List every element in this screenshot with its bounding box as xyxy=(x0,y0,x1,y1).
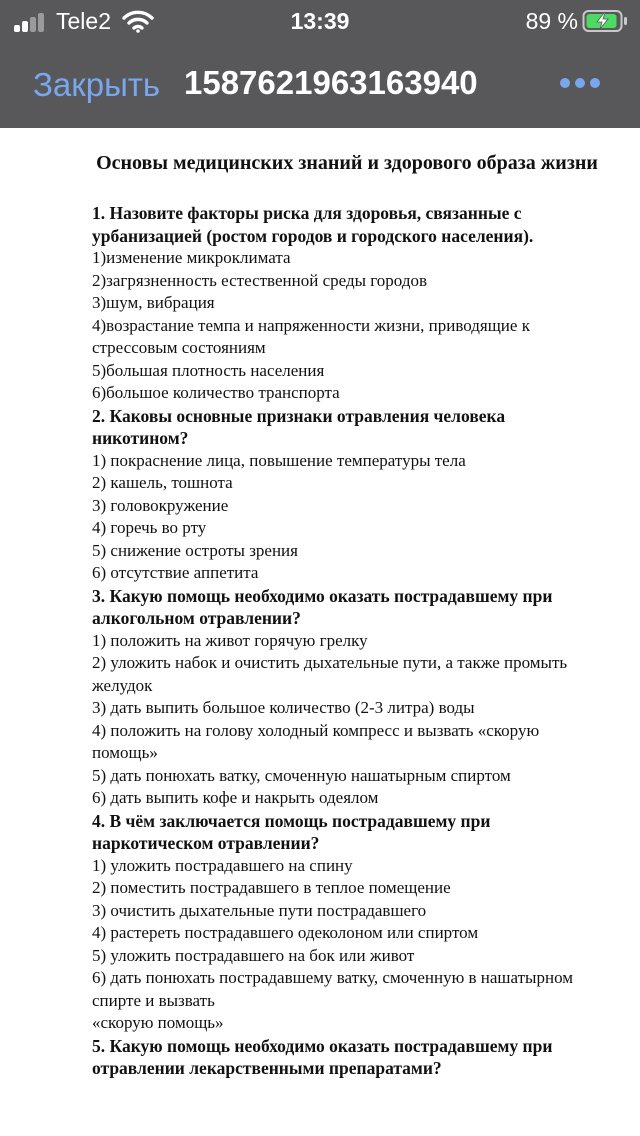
navigation-bar xyxy=(0,62,640,108)
answer-option: 3) дать выпить большое количество (2-3 литра) воды xyxy=(92,698,475,717)
answer-option: 5) дать понюхать ватку, смоченную нашатырным спиртом xyxy=(92,765,511,785)
more-horizontal-icon[interactable] xyxy=(560,78,600,90)
answer-option: 3) головокружение xyxy=(92,495,229,515)
status-bar xyxy=(0,0,640,44)
carrier-name: Tele2 xyxy=(56,8,111,34)
question-heading: 2. Каковы основные признаки отравления человека никотином? xyxy=(92,405,506,448)
answer-option: 4) положить на голову холодный компресс и вызвать «скорую помощь» xyxy=(92,720,540,762)
answer-option: 2) уложить набок и очистить дыхательные пути, а также промыть желудок xyxy=(92,653,568,695)
answer-option: 6) отсутствие аппетита xyxy=(92,563,259,582)
answer-option: 2) поместить пострадавшего в теплое помещение xyxy=(92,878,451,897)
question-heading: 3. Какую помощь необходимо оказать пострадавшему при алкогольном отравлении? xyxy=(92,585,553,628)
battery-charging-icon xyxy=(582,9,628,33)
battery-percent: 89 % xyxy=(525,8,578,34)
clock: 13:39 xyxy=(290,8,350,34)
answer-option: 5)большая плотность населения xyxy=(92,360,325,380)
answer-option: 1) уложить пострадавшего на спину xyxy=(92,855,353,875)
answer-option: 6)большое количество транспорта xyxy=(92,383,340,402)
answer-option: 2) кашель, тошнота xyxy=(92,473,233,492)
answer-option: «скорую помощь» xyxy=(92,1013,224,1032)
top-bar xyxy=(0,0,640,128)
question-block xyxy=(92,810,598,1035)
answer-option: 5) снижение остроты зрения xyxy=(92,540,298,560)
close-button[interactable]: Закрыть xyxy=(33,66,161,103)
answer-option: 5) уложить пострадавшего на бок или живот xyxy=(92,945,415,965)
answer-option: 2)загрязненность естественной среды городов xyxy=(92,270,427,290)
answer-option: 3)шум, вибрация xyxy=(92,293,215,312)
page-title: Основы медицинских знаний и здорового образа жизни xyxy=(96,152,598,174)
question-heading: 4. В чём заключается помощь пострадавшему при наркотическом отравлении? xyxy=(92,810,491,853)
question-block xyxy=(92,405,598,585)
answer-option: 4) горечь во рту xyxy=(92,518,207,537)
document-content xyxy=(92,150,598,1080)
answer-option: 6) дать выпить кофе и накрыть одеялом xyxy=(92,788,379,807)
question-list xyxy=(92,202,598,1080)
question-block xyxy=(92,585,598,810)
answer-option: 1) покраснение лица, повышение температуры тела xyxy=(92,450,466,470)
answer-option: 4)возрастание темпа и напряженности жизни, приводящие к стрессовым состояниям xyxy=(92,315,530,357)
question-heading: 1. Назовите факторы риска для здоровья, связанные с урбанизацией (ростом городов и городского населения). xyxy=(92,203,534,246)
document-title: 1587621963163940 xyxy=(184,64,478,101)
answer-option: 6) дать понюхать пострадавшему ватку, смоченную в нашатырном спирте и вызвать xyxy=(92,968,574,1010)
question-block xyxy=(92,202,598,405)
question-block xyxy=(92,1035,598,1080)
answer-option: 1) положить на живот горячую грелку xyxy=(92,630,368,650)
question-heading: 5. Какую помощь необходимо оказать пострадавшему при отравлении лекарственными препаратами? xyxy=(92,1035,553,1078)
answer-option: 4) растереть пострадавшего одеколоном или спиртом xyxy=(92,923,479,942)
answer-option: 3) очистить дыхательные пути пострадавшего xyxy=(92,900,427,920)
answer-option: 1)изменение микроклимата xyxy=(92,248,291,267)
